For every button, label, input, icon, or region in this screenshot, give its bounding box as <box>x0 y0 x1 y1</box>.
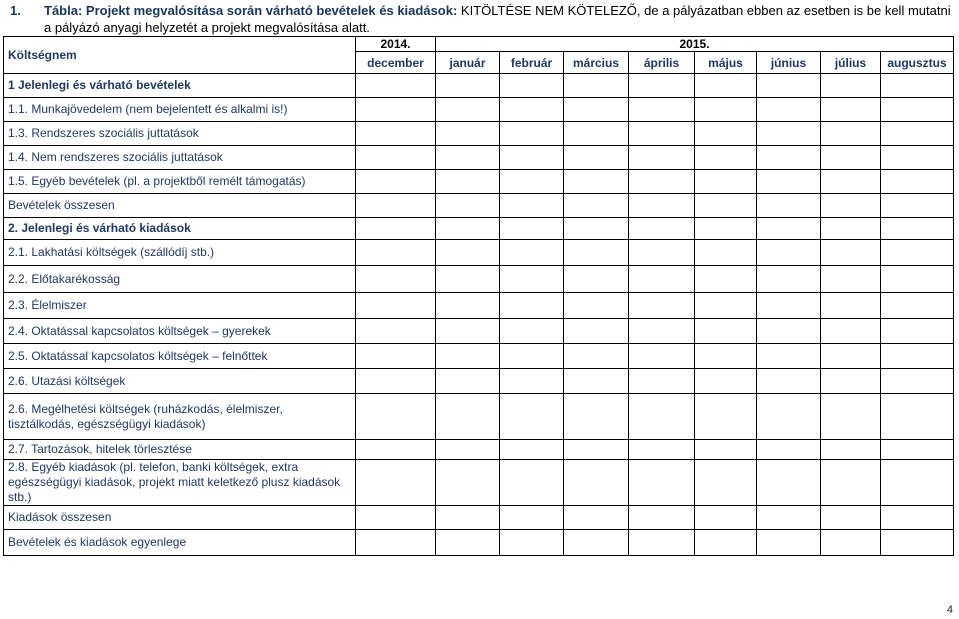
row-label: 2.3. Élelmiszer <box>4 293 356 319</box>
value-cell[interactable] <box>695 530 757 556</box>
value-cell[interactable] <box>356 440 436 460</box>
value-cell[interactable] <box>695 440 757 460</box>
value-cell[interactable] <box>356 530 436 556</box>
value-cell[interactable] <box>436 344 500 369</box>
row-label: Bevételek és kiadások egyenlege <box>4 530 356 556</box>
month-header: január <box>436 52 500 74</box>
month-header: március <box>564 52 629 74</box>
value-cell[interactable] <box>695 266 757 293</box>
value-cell[interactable] <box>356 170 436 194</box>
value-cell[interactable] <box>757 266 821 293</box>
value-cell[interactable] <box>500 506 564 530</box>
table-row <box>4 506 954 530</box>
value-cell[interactable] <box>629 344 695 369</box>
value-cell[interactable] <box>757 530 821 556</box>
value-cell[interactable] <box>436 266 500 293</box>
value-cell[interactable] <box>500 319 564 344</box>
value-cell[interactable] <box>500 218 564 240</box>
value-cell[interactable] <box>436 460 500 506</box>
row-label: 2.6. Utazási költségek <box>4 369 356 394</box>
heading-number: 1. <box>10 3 21 18</box>
row-label: 1.1. Munkajövedelem (nem bejelentett és alkalmi is!) <box>4 98 356 122</box>
value-cell[interactable] <box>757 440 821 460</box>
row-label: 1.3. Rendszeres szociális juttatások <box>4 122 356 146</box>
value-cell[interactable] <box>356 293 436 319</box>
table-row <box>4 319 954 344</box>
month-header: augusztus <box>881 52 954 74</box>
value-cell[interactable] <box>695 369 757 394</box>
value-cell[interactable] <box>821 146 881 170</box>
value-cell[interactable] <box>757 240 821 266</box>
value-cell[interactable] <box>881 440 954 460</box>
value-cell[interactable] <box>821 344 881 369</box>
value-cell[interactable] <box>695 74 757 98</box>
value-cell[interactable] <box>695 460 757 506</box>
value-cell[interactable] <box>564 530 629 556</box>
value-cell[interactable] <box>500 344 564 369</box>
value-cell[interactable] <box>881 98 954 122</box>
value-cell[interactable] <box>881 530 954 556</box>
value-cell[interactable] <box>564 170 629 194</box>
value-cell[interactable] <box>436 506 500 530</box>
value-cell[interactable] <box>564 266 629 293</box>
row-label: Bevételek összesen <box>4 194 356 218</box>
value-cell[interactable] <box>757 293 821 319</box>
value-cell[interactable] <box>356 218 436 240</box>
value-cell[interactable] <box>629 98 695 122</box>
month-header: július <box>821 52 881 74</box>
value-cell[interactable] <box>436 394 500 440</box>
value-cell[interactable] <box>629 369 695 394</box>
row-label: 2.2. Előtakarékosság <box>4 266 356 293</box>
value-cell[interactable] <box>564 98 629 122</box>
value-cell[interactable] <box>821 530 881 556</box>
value-cell[interactable] <box>695 218 757 240</box>
value-cell[interactable] <box>695 240 757 266</box>
row-label: 2.8. Egyéb kiadások (pl. telefon, banki költségek, extra egészségügyi kiadások, projekt miatt keletkező plusz kiadások stb.) <box>4 460 356 506</box>
value-cell[interactable] <box>564 319 629 344</box>
value-cell[interactable] <box>881 170 954 194</box>
month-header: május <box>695 52 757 74</box>
value-cell[interactable] <box>356 344 436 369</box>
value-cell[interactable] <box>695 122 757 146</box>
value-cell[interactable] <box>629 319 695 344</box>
table-row <box>4 440 954 460</box>
table-row <box>4 74 954 98</box>
value-cell[interactable] <box>564 460 629 506</box>
value-cell[interactable] <box>695 394 757 440</box>
value-cell[interactable] <box>564 218 629 240</box>
value-cell[interactable] <box>821 74 881 98</box>
value-cell[interactable] <box>564 440 629 460</box>
value-cell[interactable] <box>821 394 881 440</box>
value-cell[interactable] <box>629 440 695 460</box>
heading-text <box>44 2 956 36</box>
value-cell[interactable] <box>500 440 564 460</box>
value-cell[interactable] <box>821 218 881 240</box>
value-cell[interactable] <box>564 369 629 394</box>
value-cell[interactable] <box>500 369 564 394</box>
table-row <box>4 122 954 146</box>
value-cell[interactable] <box>436 74 500 98</box>
table-row <box>4 369 954 394</box>
value-cell[interactable] <box>881 319 954 344</box>
row-label: 2.1. Lakhatási költségek (szállódíj stb.) <box>4 240 356 266</box>
table-row <box>4 266 954 293</box>
value-cell[interactable] <box>356 74 436 98</box>
value-cell[interactable] <box>881 460 954 506</box>
value-cell[interactable] <box>436 240 500 266</box>
value-cell[interactable] <box>821 98 881 122</box>
value-cell[interactable] <box>629 266 695 293</box>
row-label: 2.6. Megélhetési költségek (ruházkodás, élelmiszer, tisztálkodás, egészségügyi kiadások) <box>4 394 356 440</box>
value-cell[interactable] <box>436 293 500 319</box>
value-cell[interactable] <box>757 146 821 170</box>
year-2015: 2015. <box>436 37 954 52</box>
value-cell[interactable] <box>436 530 500 556</box>
value-cell[interactable] <box>821 506 881 530</box>
value-cell[interactable] <box>821 266 881 293</box>
value-cell[interactable] <box>564 194 629 218</box>
value-cell[interactable] <box>695 146 757 170</box>
month-header: június <box>757 52 821 74</box>
value-cell[interactable] <box>757 122 821 146</box>
row-label: 1.4. Nem rendszeres szociális juttatások <box>4 146 356 170</box>
value-cell[interactable] <box>821 293 881 319</box>
value-cell[interactable] <box>629 240 695 266</box>
value-cell[interactable] <box>629 146 695 170</box>
table-row <box>4 218 954 240</box>
value-cell[interactable] <box>821 240 881 266</box>
value-cell[interactable] <box>356 460 436 506</box>
value-cell[interactable] <box>356 394 436 440</box>
value-cell[interactable] <box>757 506 821 530</box>
corner-label: Költségnem <box>4 37 356 74</box>
table-row <box>4 460 954 506</box>
table-row <box>4 394 954 440</box>
value-cell[interactable] <box>757 170 821 194</box>
value-cell[interactable] <box>757 194 821 218</box>
value-cell[interactable] <box>695 194 757 218</box>
table-heading <box>4 2 956 36</box>
value-cell[interactable] <box>757 319 821 344</box>
value-cell[interactable] <box>356 122 436 146</box>
value-cell[interactable] <box>695 319 757 344</box>
value-cell[interactable] <box>500 460 564 506</box>
value-cell[interactable] <box>500 122 564 146</box>
value-cell[interactable] <box>881 240 954 266</box>
value-cell[interactable] <box>881 369 954 394</box>
value-cell[interactable] <box>757 460 821 506</box>
table-row <box>4 530 954 556</box>
table-row <box>4 293 954 319</box>
value-cell[interactable] <box>500 240 564 266</box>
value-cell[interactable] <box>500 98 564 122</box>
value-cell[interactable] <box>695 344 757 369</box>
month-header: április <box>629 52 695 74</box>
value-cell[interactable] <box>629 122 695 146</box>
value-cell[interactable] <box>356 146 436 170</box>
heading-note: KITÖLTÉSE NEM KÖTELEZŐ, de a pályázatban ebben az esetben is be kell mutatni a pályázó anyagi helyzetét a projekt megvalósítása alatt. <box>44 3 951 35</box>
month-header: december <box>356 52 436 74</box>
value-cell[interactable] <box>500 394 564 440</box>
row-label: 2.5. Oktatással kapcsolatos költségek – felnőttek <box>4 344 356 369</box>
table-row <box>4 170 954 194</box>
row-label: Kiadások összesen <box>4 506 356 530</box>
value-cell[interactable] <box>500 74 564 98</box>
value-cell[interactable] <box>356 369 436 394</box>
table-row <box>4 240 954 266</box>
value-cell[interactable] <box>821 319 881 344</box>
value-cell[interactable] <box>629 394 695 440</box>
value-cell[interactable] <box>881 122 954 146</box>
value-cell[interactable] <box>436 122 500 146</box>
value-cell[interactable] <box>564 74 629 98</box>
value-cell[interactable] <box>757 344 821 369</box>
value-cell[interactable] <box>695 293 757 319</box>
value-cell[interactable] <box>821 460 881 506</box>
row-label: 1.5. Egyéb bevételek (pl. a projektből remélt támogatás) <box>4 170 356 194</box>
value-cell[interactable] <box>757 394 821 440</box>
value-cell[interactable] <box>695 506 757 530</box>
value-cell[interactable] <box>757 98 821 122</box>
value-cell[interactable] <box>436 218 500 240</box>
value-cell[interactable] <box>757 218 821 240</box>
value-cell[interactable] <box>629 506 695 530</box>
value-cell[interactable] <box>500 530 564 556</box>
value-cell[interactable] <box>881 266 954 293</box>
value-cell[interactable] <box>500 266 564 293</box>
value-cell[interactable] <box>436 98 500 122</box>
table-row <box>4 98 954 122</box>
value-cell[interactable] <box>695 98 757 122</box>
value-cell[interactable] <box>564 293 629 319</box>
page-number: 4 <box>946 604 953 616</box>
value-cell[interactable] <box>821 440 881 460</box>
value-cell[interactable] <box>564 146 629 170</box>
value-cell[interactable] <box>500 293 564 319</box>
value-cell[interactable] <box>564 394 629 440</box>
value-cell[interactable] <box>757 74 821 98</box>
value-cell[interactable] <box>757 369 821 394</box>
value-cell[interactable] <box>881 74 954 98</box>
value-cell[interactable] <box>500 194 564 218</box>
value-cell[interactable] <box>436 170 500 194</box>
row-label: 2.4. Oktatással kapcsolatos költségek – gyerekek <box>4 319 356 344</box>
value-cell[interactable] <box>564 122 629 146</box>
month-header: február <box>500 52 564 74</box>
table-row <box>4 344 954 369</box>
value-cell[interactable] <box>500 170 564 194</box>
row-label: 1 Jelenlegi és várható bevételek <box>4 74 356 98</box>
value-cell[interactable] <box>881 506 954 530</box>
value-cell[interactable] <box>564 506 629 530</box>
value-cell[interactable] <box>356 506 436 530</box>
value-cell[interactable] <box>821 194 881 218</box>
value-cell[interactable] <box>695 170 757 194</box>
value-cell[interactable] <box>629 530 695 556</box>
value-cell[interactable] <box>881 218 954 240</box>
value-cell[interactable] <box>881 194 954 218</box>
value-cell[interactable] <box>821 369 881 394</box>
value-cell[interactable] <box>436 440 500 460</box>
value-cell[interactable] <box>881 344 954 369</box>
value-cell[interactable] <box>356 319 436 344</box>
value-cell[interactable] <box>629 194 695 218</box>
value-cell[interactable] <box>356 194 436 218</box>
value-cell[interactable] <box>881 146 954 170</box>
row-label: 2.7. Tartozások, hitelek törlesztése <box>4 440 356 460</box>
value-cell[interactable] <box>356 240 436 266</box>
value-cell[interactable] <box>436 319 500 344</box>
value-cell[interactable] <box>629 460 695 506</box>
value-cell[interactable] <box>436 369 500 394</box>
value-cell[interactable] <box>821 122 881 146</box>
heading-title: Tábla: Projekt megvalósítása során várható bevételek és kiadások: <box>44 3 458 18</box>
value-cell[interactable] <box>629 74 695 98</box>
value-cell[interactable] <box>881 394 954 440</box>
value-cell[interactable] <box>436 194 500 218</box>
value-cell[interactable] <box>881 293 954 319</box>
year-2014: 2014. <box>356 37 436 52</box>
value-cell[interactable] <box>500 146 564 170</box>
value-cell[interactable] <box>356 266 436 293</box>
value-cell[interactable] <box>629 218 695 240</box>
value-cell[interactable] <box>564 344 629 369</box>
value-cell[interactable] <box>436 146 500 170</box>
value-cell[interactable] <box>564 240 629 266</box>
value-cell[interactable] <box>821 170 881 194</box>
table-row <box>4 146 954 170</box>
value-cell[interactable] <box>629 170 695 194</box>
value-cell[interactable] <box>629 293 695 319</box>
table-row <box>4 194 954 218</box>
value-cell[interactable] <box>356 98 436 122</box>
row-label: 2. Jelenlegi és várható kiadások <box>4 218 356 240</box>
budget-table <box>3 36 954 556</box>
